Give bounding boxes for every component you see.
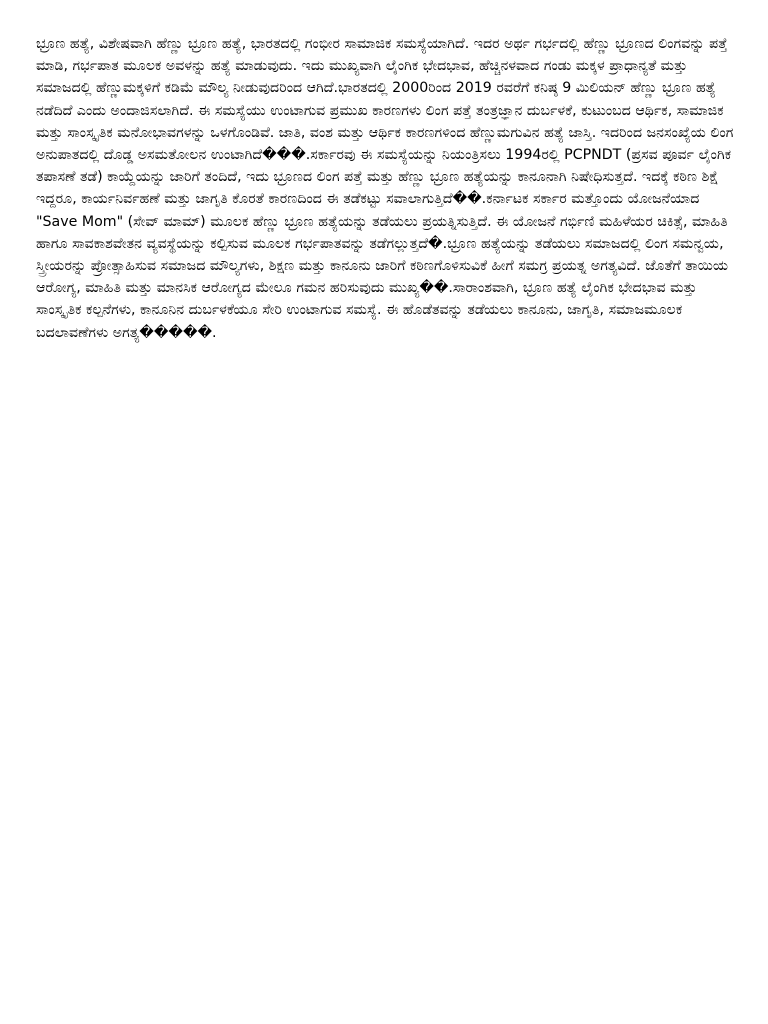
document-body-text: ಭ್ರೂಣ ಹತ್ಯೆ, ವಿಶೇಷವಾಗಿ ಹೆಣ್ಣು ಭ್ರೂಣ ಹತ್ಯೆ, ಭಾರತದಲ್ಲಿ ಗಂಭೀರ ಸಾಮಾಜಿಕ ಸಮಸ್ಯೆಯಾಗಿದೆ. ಇದರ ಅರ್ಥ ಗರ್ಭದಲ್ಲಿ ಹೆಣ್ಣು ಭ್ರೂಣದ ಲಿಂಗವನ್ನು ಪತ್ತೆ ಮಾಡಿ, ಗರ್ಭಪಾತ ಮೂಲಕ ಅವಳನ್ನು ಹತ್ಯೆ ಮಾಡುವುದು. ಇದು ಮುಖ್ಯವಾಗಿ ಲೈಂಗಿಕ ಭೇದಭಾವ, ಹೆಚ್ಚಿನಳವಾದ ಗಂಡು ಮಕ್ಕಳ ಪ್ರಾಧಾನ್ಯತೆ ಮತ್ತು ಸಮಾಜದಲ್ಲಿ ಹೆಣ್ಣುಮಕ್ಕಳಿಗೆ ಕಡಿಮೆ ಮೌಲ್ಯ ನೀಡುವುದರಿಂದ ಆಗಿದೆ.ಭಾರತದಲ್ಲಿ 2000ರಿಂದ 2019 ರವರೆಗೆ ಕನಿಷ್ಠ 9 ಮಿಲಿಯನ್ ಹೆಣ್ಣು ಭ್ರೂಣ ಹತ್ಯೆ ನಡೆದಿದೆ ಎಂದು ಅಂದಾಜಿಸಲಾಗಿದೆ. ಈ ಸಮಸ್ಯೆಯು ಉಂಟಾಗುವ ಪ್ರಮುಖ ಕಾರಣಗಳು ಲಿಂಗ ಪತ್ತೆ ತಂತ್ರಜ್ಞಾನ ದುರ್ಬಳಕೆ, ಕುಟುಂಬದ ಆರ್ಥಿಕ, ಸಾಮಾಜಿಕ ಮತ್ತು ಸಾಂಸ್ಕೃತಿಕ ಮನೋಭಾವಗಳನ್ನು ಒಳಗೊಂಡಿವೆ. ಜಾತಿ, ವಂಶ ಮತ್ತು ಆರ್ಥಿಕ ಕಾರಣಗಳಿಂದ ಹೆಣ್ಣುಮಗುವಿನ ಹತ್ಯೆ ಜಾಸ್ತಿ. ಇದರಿಂದ ಜನಸಂಖ್ಯೆಯ ಲಿಂಗ ಅನುಪಾತದಲ್ಲಿ ದೊಡ್ಡ ಅಸಮತೋಲನ ಉಂಟಾಗಿದೆ���.ಸರ್ಕಾರವು ಈ ಸಮಸ್ಯೆಯನ್ನು ನಿಯಂತ್ರಿಸಲು 1994ರಲ್ಲಿ PCPNDT (ಪ್ರಸವ ಪೂರ್ವ ಲೈಂಗಿಕ ತಪಾಸಣೆ ತಡೆ) ಕಾಯ್ದೆಯನ್ನು ಜಾರಿಗೆ ತಂದಿದೆ, ಇದು ಭ್ರೂಣದ ಲಿಂಗ ಪತ್ತೆ ಮತ್ತು ಹೆಣ್ಣು ಭ್ರೂಣ ಹತ್ಯೆಯನ್ನು ಕಾನೂನಾಗಿ ನಿಷೇಧಿಸುತ್ತದೆ. ಇದಕ್ಕೆ ಕಠಿಣ ಶಿಕ್ಷೆ ಇದ್ದರೂ, ಕಾರ್ಯನಿರ್ವಹಣೆ ಮತ್ತು ಜಾಗೃತಿ ಕೊರತೆ ಕಾರಣದಿಂದ ಈ ತಡೆಕಟ್ಟು ಸವಾಲಾಗುತ್ತಿದೆ��.ಕರ್ನಾಟಕ ಸರ್ಕಾರ ಮತ್ತೊಂದು ಯೋಜನೆಯಾದ "Save Mom" (ಸೇವ್ ಮಾಮ್) ಮೂಲಕ ಹೆಣ್ಣು ಭ್ರೂಣ ಹತ್ಯೆಯನ್ನು ತಡೆಯಲು ಪ್ರಯತ್ನಿಸುತ್ತಿದೆ. ಈ ಯೋಜನೆ ಗರ್ಭಿಣಿ ಮಹಿಳೆಯರ ಚಿಕಿತ್ಸೆ, ಮಾಹಿತಿ ಹಾಗೂ ಸಾವಕಾಶವೇತನ ವ್ಯವಸ್ಥೆಯನ್ನು ಕಲ್ಪಿಸುವ ಮೂಲಕ ಗರ್ಭಪಾತವನ್ನು ತಡೆಗಲ್ಲುತ್ತದೆ�.ಭ್ರೂಣ ಹತ್ಯೆಯನ್ನು ತಡೆಯಲು ಸಮಾಜದಲ್ಲಿ ಲಿಂಗ ಸಮನ್ವಯ, ಸ್ತ್ರೀಯರನ್ನು ಪ್ರೋತ್ಸಾಹಿಸುವ ಸಮಾಜದ ಮೌಲ್ಯಗಳು, ಶಿಕ್ಷಣ ಮತ್ತು ಕಾನೂನು ಜಾರಿಗೆ ಕಠಿಣಗೊಳಿಸುವಿಕೆ ಹೀಗೆ ಸಮಗ್ರ ಪ್ರಯತ್ನ ಅಗತ್ಯವಿದೆ. ಜೊತೆಗೆ ತಾಯಿಯ ಆರೋಗ್ಯ, ಮಾಹಿತಿ ಮತ್ತು ಮಾನಸಿಕ ಆರೋಗ್ಯದ ಮೇಲೂ ಗಮನ ಹರಿಸುವುದು ಮುಖ್ಯ��.ಸಾರಾಂಶವಾಗಿ, ಭ್ರೂಣ ಹತ್ಯೆ ಲೈಂಗಿಕ ಭೇದಭಾವ ಮತ್ತು ಸಾಂಸ್ಕೃತಿಕ ಕಲ್ಪನೆಗಳು, ಕಾನೂನಿನ ದುರ್ಬಳಕೆಯೂ ಸೇರಿ ಉಂಟಾಗುವ ಸಮಸ್ಯೆ. ಈ ಹೊಡೆತವನ್ನು ತಡೆಯಲು ಕಾನೂನು, ಜಾಗೃತಿ, ಸಮಾಜಮೂಲಕ ಬದಲಾವಣೆಗಳು ಅಗತ್ಯ�����. [36, 36, 734, 341]
